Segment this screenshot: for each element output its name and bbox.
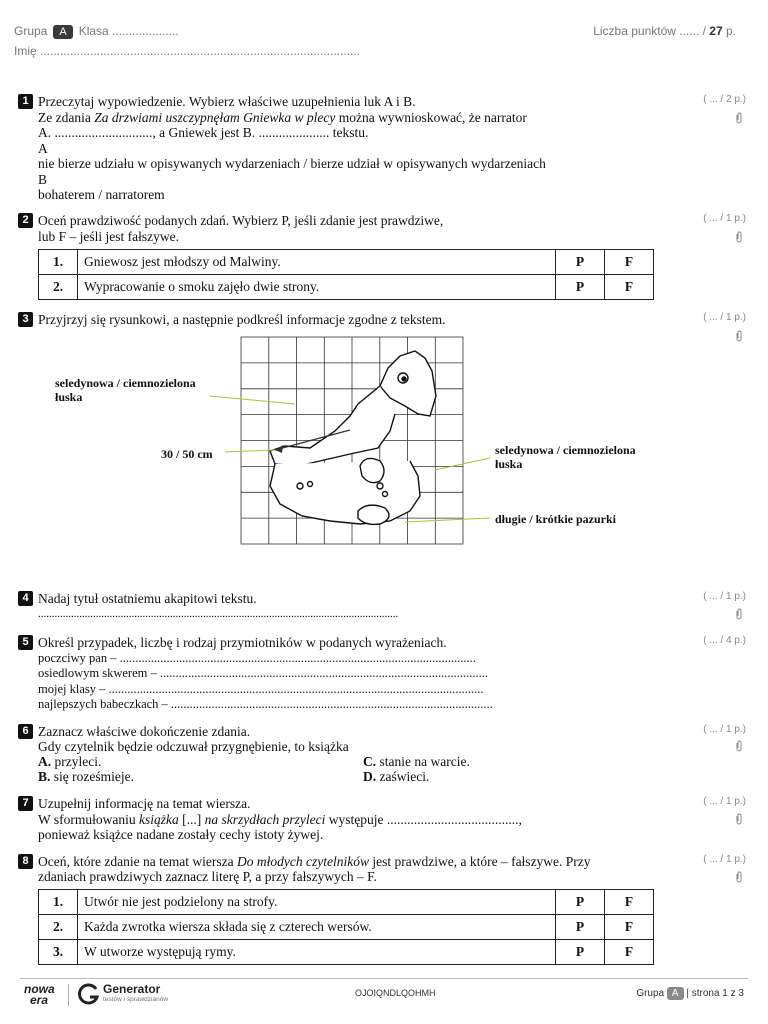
question-7-sentence[interactable] (38, 812, 522, 827)
figure-label-length[interactable]: 30 / 50 cm (161, 447, 213, 461)
sentence-prefix: Ze zdania (38, 110, 91, 125)
false-option[interactable]: F (605, 940, 654, 965)
question-6-points: ( ... / 1 p.) (703, 724, 746, 735)
question-6-stem: Gdy czytelnik będzie odczuwał przygnębienie, to książka (38, 739, 349, 754)
table-row (39, 275, 654, 300)
true-option[interactable]: P (556, 940, 605, 965)
footer-separator (68, 984, 69, 1006)
false-option[interactable]: F (605, 250, 654, 275)
question-7-text: Uzupełnij informację na temat wiersza. (38, 796, 251, 811)
sentence-suffix: można wywnioskować, że narrator (338, 110, 527, 125)
option-d[interactable] (363, 769, 429, 784)
quote-italic: Za drzwiami uszczypnęłam Gniewka w plecy (94, 110, 336, 125)
answer-line-3[interactable]: mojej klasy – ........................................................................................................................ (38, 682, 484, 696)
page-number: | strona 1 z 3 (686, 988, 744, 999)
points-label: Liczba punktów ...... / (593, 24, 706, 38)
footer-divider (20, 978, 748, 979)
question-7-sentence-end: ponieważ książce nadane zostały cechy istoty żywej. (38, 827, 324, 842)
question-4-number: 4 (18, 591, 33, 606)
row-number: 3. (39, 940, 78, 965)
question-3-text: Przyjrzyj się rysunkowi, a następnie podkreśl informacje zgodne z tekstem. (38, 312, 446, 327)
sentence-prefix: W sformułowaniu (38, 812, 136, 827)
figure-label-scale-right-2: łuska (495, 457, 523, 471)
true-option[interactable]: P (556, 275, 605, 300)
question-2-text: Oceń prawdziwość podanych zdań. Wybierz P, jeśli zdanie jest prawdziwe, (38, 213, 444, 228)
figure-label-scale-right-1[interactable]: seledynowa / ciemnozielona (495, 443, 636, 457)
ellipsis: [...] (182, 812, 202, 827)
generator-logo-icon (78, 983, 100, 1005)
question-3-points: ( ... / 1 p.) (703, 312, 746, 323)
question-6-number: 6 (18, 724, 33, 739)
option-a-label: A (38, 141, 48, 156)
option-a-choices[interactable]: nie bierze udziału w opisywanych wydarzeniach / bierze udział w opisywanych wydarzeniach (38, 156, 546, 171)
question-8-points: ( ... / 1 p.) (703, 854, 746, 865)
text-suffix: jest prawdziwe, a które – fałszywe. Przy (372, 854, 591, 869)
logo-era: era (30, 993, 49, 1007)
question-2-table (38, 249, 654, 300)
footer-group-label: Grupa (636, 988, 665, 999)
group-badge: A (53, 25, 72, 39)
true-option[interactable]: P (556, 890, 605, 915)
question-5-text: Określ przypadek, liczbę i rodzaj przymiotników w podanych wyrażeniach. (38, 635, 447, 650)
question-1-gaps[interactable]: A. ............................., a Gniewek jest B. ..................... tekstu. (38, 125, 369, 140)
true-option[interactable]: P (556, 915, 605, 940)
answer-line-2[interactable]: osiedlowym skwerem – ......................................................................................................... (38, 666, 488, 680)
generator-subtitle: testów i sprawdzianów (103, 996, 169, 1003)
quote-italic-2: na skrzydłach przyleci (204, 812, 326, 827)
question-4-points: ( ... / 1 p.) (703, 591, 746, 602)
figure-label-scale-left-1[interactable]: seledynowa / ciemnozielona (55, 376, 196, 390)
option-c[interactable] (363, 754, 470, 769)
table-row (39, 890, 654, 915)
paperclip-icon[interactable] (734, 112, 744, 124)
option-b[interactable] (38, 769, 134, 784)
true-option[interactable]: P (556, 250, 605, 275)
paperclip-icon[interactable] (734, 740, 744, 752)
quote-italic: książka (139, 812, 179, 827)
poem-title: Do młodych czytelników (237, 854, 369, 869)
row-number: 1. (39, 890, 78, 915)
paperclip-icon[interactable] (734, 330, 744, 342)
question-8-number: 8 (18, 854, 33, 869)
question-1-sentence (38, 110, 527, 125)
table-row (39, 250, 654, 275)
option-text: stanie na warcie. (379, 754, 470, 769)
document-code: OJOIQNDLQOHMH (355, 988, 436, 998)
paperclip-icon[interactable] (734, 608, 744, 620)
answer-gap[interactable]: występuje ......................................., (328, 812, 522, 827)
paperclip-icon[interactable] (734, 231, 744, 243)
question-1-points: ( ... / 2 p.) (703, 94, 746, 105)
option-b-label: B (38, 172, 48, 187)
text-prefix: Oceń, które zdanie na temat wiersza (38, 854, 234, 869)
false-option[interactable]: F (605, 275, 654, 300)
answer-line[interactable]: ................................................................................................................................... (38, 608, 399, 620)
question-8-text-2: zdaniach prawdziwych zaznacz literę P, a przy fałszywych – F. (38, 869, 377, 884)
question-4-text: Nadaj tytuł ostatniemu akapitowi tekstu. (38, 591, 257, 606)
question-2-text-2: lub F – jeśli jest fałszywe. (38, 229, 179, 244)
logo-nowa: nowa (24, 982, 55, 996)
nowa-era-logo (24, 984, 55, 1006)
answer-line-4[interactable]: najlepszych babeczkach – ....................................................................................................... (38, 697, 493, 711)
option-letter: B. (38, 769, 51, 784)
row-statement: Gniewosz jest młodszy od Malwiny. (78, 250, 556, 275)
paperclip-icon[interactable] (734, 813, 744, 825)
answer-line-1[interactable]: poczciwy pan – .................................................................................................................. (38, 651, 476, 665)
question-5-points: ( ... / 4 p.) (703, 635, 746, 646)
option-letter: D. (363, 769, 377, 784)
figure-label-scale-left-2: łuska (55, 390, 83, 404)
row-number: 2. (39, 275, 78, 300)
row-statement: W utworze występują rymy. (78, 940, 556, 965)
option-a[interactable] (38, 754, 101, 769)
paperclip-icon[interactable] (734, 871, 744, 883)
option-text: zaświeci. (379, 769, 430, 784)
generator-brand (103, 983, 168, 1004)
row-statement: Utwór nie jest podzielony na strofy. (78, 890, 556, 915)
false-option[interactable]: F (605, 915, 654, 940)
row-number: 1. (39, 250, 78, 275)
row-statement: Wypracowanie o smoku zajęło dwie strony. (78, 275, 556, 300)
option-b-choices[interactable]: bohaterem / narratorem (38, 187, 165, 202)
group-field (14, 24, 179, 39)
footer-group-badge: A (667, 987, 684, 1000)
question-6-text: Zaznacz właściwe dokończenie zdania. (38, 724, 251, 739)
option-text: się roześmieje. (53, 769, 134, 784)
question-3-number: 3 (18, 312, 33, 327)
name-field[interactable]: Imię ................................................................................................ (14, 44, 361, 58)
question-8-text (38, 854, 591, 869)
option-letter: C. (363, 754, 377, 769)
option-text: przyleci. (54, 754, 102, 769)
class-field[interactable]: Klasa .................... (78, 24, 179, 38)
question-7-number: 7 (18, 796, 33, 811)
question-2-points: ( ... / 1 p.) (703, 213, 746, 224)
question-8-table (38, 889, 654, 965)
table-row (39, 940, 654, 965)
question-1-number: 1 (18, 94, 33, 109)
option-letter: A. (38, 754, 52, 769)
question-7-points: ( ... / 1 p.) (703, 796, 746, 807)
table-row (39, 915, 654, 940)
question-5-number: 5 (18, 635, 33, 650)
group-label: Grupa (14, 24, 48, 38)
row-statement: Każda zwrotka wiersza składa się z czterech wersów. (78, 915, 556, 940)
question-1-text: Przeczytaj wypowiedzenie. Wybierz właściwe uzupełnienia luk A i B. (38, 94, 416, 109)
points-summary (593, 24, 736, 38)
row-number: 2. (39, 915, 78, 940)
page-info (636, 987, 744, 1000)
false-option[interactable]: F (605, 890, 654, 915)
generator-title: Generator (103, 982, 161, 996)
points-suffix: p. (725, 24, 736, 38)
question-2-number: 2 (18, 213, 33, 228)
points-total: 27 (709, 24, 723, 38)
figure-label-claws[interactable]: długie / krótkie pazurki (495, 512, 617, 526)
